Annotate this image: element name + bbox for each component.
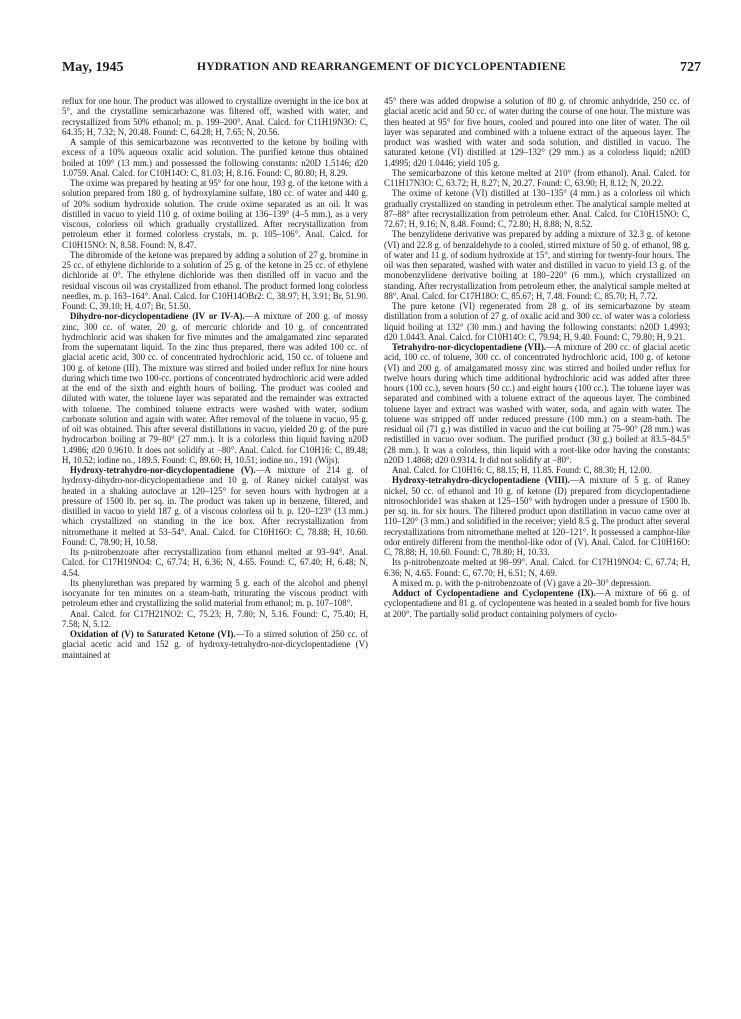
paragraph <box>62 178 368 250</box>
paragraph <box>62 137 368 178</box>
paragraph-text: The oxime of ketone (VI) distilled at 130–135° (4 mm.) as a colorless oil which gradually crystallized on standing in petroleum ether. The analytical sample melted at 87–88° after recrystallization from petroleum ether. Anal. Calcd. for C10H15NO: C, 72.67; H, 9.16; N, 8.48. Found: C, 72.80; H, 8.88; N, 8.52. <box>384 188 690 229</box>
paragraph <box>62 96 368 137</box>
section-heading: Adduct of Cyclopentadiene and Cyclopentene (IX). <box>392 588 596 598</box>
paragraph-text: Its p-nitrobenzoate melted at 98–99°. Anal. Calcd. for C17H19NO4: C, 67.74; H, 6.36; N, 4.65. Found: C, 67.70; H, 6.51; N, 4.69. <box>384 557 690 578</box>
paragraph-text: The semicarbazone of this ketone melted at 210° (from ethanol). Anal. Calcd. for C11H17N3O: C, 63.72; H, 8.27; N, 20.27. Found: C, 63.90; H, 8.12; N, 20.22. <box>384 167 690 188</box>
paragraph <box>62 578 368 609</box>
paragraph-text: —A mixture of 66 g. of cyclopentadiene and 81 g. of cyclopentene was heated in a sealed bomb for five hours at 200°. The partially solid product containing polymers of cyclo- <box>384 588 690 619</box>
paragraph <box>384 168 690 189</box>
section-heading: Hydroxy-tetrahydro-nor-dicyclopentadiene (V). <box>70 465 256 475</box>
paragraph <box>62 629 368 660</box>
section-heading: Hydroxy-tetrahydro-dicyclopentadiene (VIII). <box>392 475 570 486</box>
paragraph <box>384 342 690 465</box>
paragraph-text: reflux for one hour. The product was allowed to crystallize overnight in the ice box at 5°, and the crystalline semicarbazone was filtered off, washed with water, and recrystallized from 50% ethanol; m. p. 199–200°. Anal. Calcd. for C11H19N3O: C, 64.35; H, 7.32; N, 20.48. Found: C, 64.28; H, 7.65; N, 20.56. <box>62 96 368 137</box>
paragraph <box>384 578 690 588</box>
page-number: 727 <box>680 60 701 75</box>
paragraph-text: —A mixture of 214 g. of hydroxy-dihydro-nor-dicyclopentadiene and 10 g. of Raney nickel catalyst was heated in a shaking autoclave at 120–125° for seven hours with hydrogen at a pressure of 1500 lb. per sq. in. The product was taken up in benzene, filtered, and distilled in vacuo to yield 187 g. of a viscous colorless oil b. p. 120–123° (13 mm.) which crystallized on standing in the ice box. After recrystallization from nitromethane it melted at 53–54°. Anal. Calcd. for C10H16O: C, 78.88; H, 10.60. Found: C, 78.90; H, 10.58. <box>62 465 368 547</box>
right-column <box>384 96 690 976</box>
paragraph <box>384 188 690 229</box>
paragraph <box>62 250 368 312</box>
paragraph <box>384 96 690 168</box>
article-title: HYDRATION AND REARRANGEMENT OF DICYCLOPENTADIENE <box>197 61 566 73</box>
paragraph-text: The dibromide of the ketone was prepared by adding a solution of 27 g. bromine in 25 cc. of ethylene dichloride to a solution of 25 g. of the ketone in 25 cc. of ethylene dichloride at 0°. The ethylene dichloride was then distilled off in vacuo and the residual viscous oil was crystallized from ethanol. The product formed long colorless needles, m. p. 163–164°. Anal. Calcd. for C10H14OBr2: C, 38.97; H, 3.91; Br, 51.90. Found: C, 39.10; H, 4.07; Br, 51.50. <box>62 249 368 311</box>
paragraph <box>62 465 368 547</box>
paragraph <box>62 547 368 578</box>
section-heading: Dihydro-nor-dicyclopentadiene (IV or IV-A). <box>70 311 245 322</box>
paragraph-text: —A mixture of 200 g. of mossy zinc, 300 cc. of water, 20 g. of mercuric chloride and 10 g. of concentrated hydrochloric acid was shaken for five minutes and the amalgamated zinc separated from the supernatant liquid. To the zinc thus prepared, there was added 100 cc. of glacial acetic acid, 300 cc. of concentrated hydrochloric acid, 150 cc. of toluene and 100 g. of ketone (III). The mixture was stirred and boiled under reflux for nine hours during which time two 100-cc. portions of concentrated hydrochloric acid were added at the end of the sixth and eighth hours of boiling. The product was cooled and diluted with water, the toluene layer was separated and the remainder was extracted with toluene. The combined toluene extracts were washed with water, sodium carbonate solution and again with water. After removal of the toluene in vacuo, 95 g. of oil was obtained. This after several distillations in vacuo, yielded 20 g. of the pure hydrocarbon boiling at 79–80° (27 mm.). It is a colorless thin liquid having n20D 1.4986; d20 0.9610. It does not solidify at −80°. Anal. Calcd. for C10H16: C, 89.48; H, 10.52; iodine no., 189.5. Found: C, 89.60; H, 10.51; iodine no., 191 (Wijs). <box>62 311 368 465</box>
running-head <box>62 60 701 80</box>
paragraph <box>384 588 690 619</box>
paragraph-text: Its phenylurethan was prepared by warming 5 g. each of the alcohol and phenyl isocyanate for ten minutes on a steam-bath, triturating the viscous product with petroleum ether and crystallizing the solid material from ethanol; m. p. 107–108°. <box>62 577 368 609</box>
paragraph-text: —A mixture of 5 g. of Raney nickel, 50 cc. of ethanol and 10 g. of ketone (D) prepared from dicyclopentadiene nitrosochloride1 was shaken at 125–150° with hydrogen under a pressure of 1500 lb. per sq. in. for six hours. The filtered product upon distillation in vacuo came over at 110–120° (3 mm.) and solidified in the receiver; yield 8.5 g. The product after several recrystallizations from nitromethane melted at 120–121°. It possessed a camphor-like odor entirely different from the menthol-like odor of (V). Anal. Calcd. for C10H16O: C, 78.88; H, 10.60. Found: C, 78.80; H, 10.33. <box>384 475 690 557</box>
paragraph-text: —To a stirred solution of 250 cc. of glacial acetic acid and 152 g. of hydroxy-tetrahydro-nor-dicyclopentadiene (V) maintained at <box>62 629 368 660</box>
paragraph-text: Its p-nitrobenzoate after recrystallization from ethanol melted at 93–94°. Anal. Calcd. for C17H19NO4: C, 67.74; H, 6.36; N, 4.65. Found: C, 67.40; H, 6.48; N, 4.54. <box>62 547 368 578</box>
paragraph <box>384 229 690 301</box>
section-heading: Tetrahydro-nor-dicyclopentadiene (VII). <box>392 342 547 352</box>
paragraph <box>384 301 690 342</box>
section-heading: Oxidation of (V) to Saturated Ketone (VI). <box>70 629 236 639</box>
paragraph-text: Anal. Calcd. for C17H21NO2: C, 75.23; H, 7.80; N, 5.16. Found: C, 75.40; H, 7.58; N, 5.12. <box>62 608 368 629</box>
paragraph-text: Anal. Calcd. for C10H16: C, 88.15; H, 11.85. Found: C, 88.30; H, 12.00. <box>392 465 652 475</box>
paragraph-text: 45° there was added dropwise a solution of 80 g. of chromic anhydride, 250 cc. of glacial acetic acid and 50 cc. of water during the course of one hour. The mixture was then heated at 95° for five hours, cooled and poured into one liter of water. The oil layer was separated and combined with a toluene extract of the aqueous layer. The product was washed with water and soda solution, and distilled in vacuo. The saturated ketone (VI) distilled at 129–132° (29 mm.) as a colorless liquid; n20D 1.4995; d20 1.0446; yield 105 g. <box>384 96 690 168</box>
paragraph-text: The benzylidene derivative was prepared by adding a mixture of 32.3 g. of ketone (VI) and 22.8 g. of benzaldehyde to a cooled, stirred mixture of 50 g. of ethanol, 98 g. of water and 11 g. of sodium hydroxide at 15°, and stirring for twenty-four hours. The oil was then separated, washed with water and distilled in vacuo to yield 13 g. of the monobenzylidene derivative boiling at 180–220° (6 mm.), which crystallized on standing. After recrystallization from petroleum ether, the analytical sample melted at 88°. Anal. Calcd. for C17H18O: C, 85.67; H, 7.48. Found: C, 85.70; H, 7.72. <box>384 229 690 301</box>
paragraph-text: The pure ketone (VI) regenerated from 28 g. of its semicarbazone by steam distillation from a solution of 27 g. of oxalic acid and 300 cc. of water was a colorless liquid boiling at 132° (30 mm.) and having the following constants: n20D 1.4993; d20 1.0443. Anal. Calcd. for C10H14O: C, 79.94; H, 9.40. Found: C, 79.80; H, 9.21. <box>384 301 690 342</box>
paragraph-text: A sample of this semicarbazone was reconverted to the ketone by boiling with excess of a 10% aqueous oxalic acid solution. The purified ketone thus obtained boiled at 109° (13 mm.) and possessed the following constants: n20D 1.5146; d20 1.0759. Anal. Calcd. for C10H14O: C, 81.03; H, 8.16. Found: C, 80.80; H, 8.29. <box>62 137 368 178</box>
issue-date: May, 1945 <box>62 60 124 75</box>
paragraph-text: A mixed m. p. with the p-nitrobenzoate of (V) gave a 20–30° depression. <box>392 577 652 588</box>
paragraph <box>384 475 690 557</box>
paragraph <box>62 609 368 630</box>
left-column <box>62 96 368 976</box>
paragraph <box>384 465 690 475</box>
paragraph-text: —A mixture of 200 cc. of glacial acetic acid, 100 cc. of toluene, 300 cc. of concentrated hydrochloric acid, 100 g. of ketone (VI) and 200 g. of amalgamated mossy zinc was stirred and boiled under reflux for twelve hours during which time additional hydrochloric acid was added after three hours (100 cc.), seven hours (50 cc.) and eight hours (100 cc.). The toluene layer was separated and combined with a toluene extract of the aqueous layer. The combined toluene layer and extract was washed with water, soda, and again with water. The toluene was stripped off under reduced pressure (100 mm.) on a steam-bath. The residual oil (71 g.) was distilled in vacuo and the cut boiling at 75–90° (28 mm.) was redistilled in vacuo over sodium. The purified product (30 g.) boiled at 83.5–84.5° (28 mm.). It was a colorless, thin liquid with a root-like odor having the constants: n20D 1.4868; d20 0.9314. It did not solidify at −80°. <box>384 342 690 465</box>
paragraph-text: The oxime was prepared by heating at 95° for one hour, 193 g. of the ketone with a solution prepared from 180 g. of hydroxylamine sulfate, 180 cc. of water and 440 g. of 20% sodium hydroxide solution. The crude oxime separated as an oil. It was distilled in vacuo to yield 110 g. of oxime boiling at 136–139° (4–5 mm.), as a very viscous, colorless oil which gradually crystallized. After recrystallization from petroleum ether it formed colorless crystals, m. p. 105–106°. Anal. Calcd. for C10H15NO: N, 8.58. Found: N, 8.47. <box>62 178 368 250</box>
paragraph <box>384 557 690 578</box>
paragraph <box>62 311 368 465</box>
